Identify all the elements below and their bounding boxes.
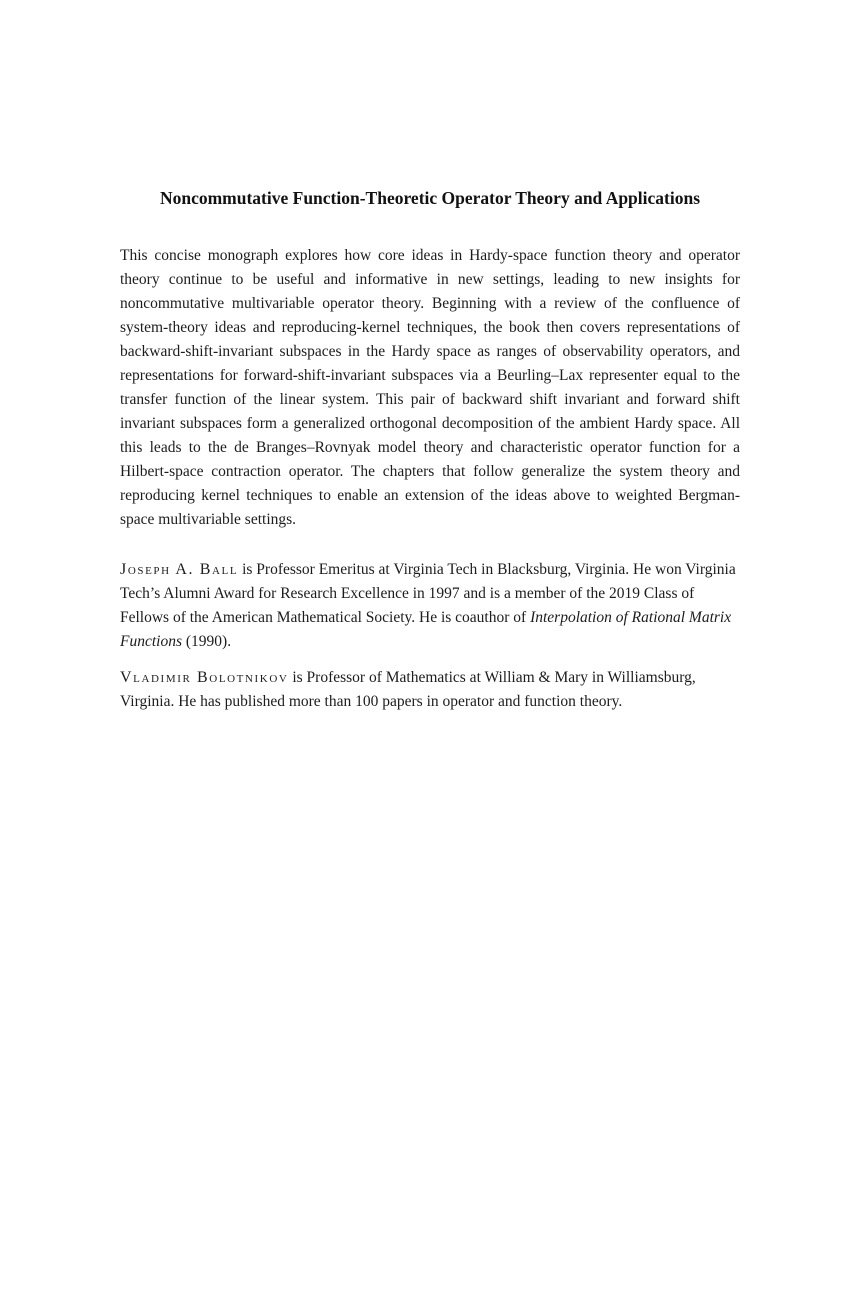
author-bio-ball: [120, 558, 740, 654]
author-name-ball: Joseph A. Ball: [120, 560, 239, 578]
author-bio-ball-text: is Professor Emeritus at Virginia Tech in Blacksburg, Virginia. He won Virginia Tech’s Alumni Award for Research Excellence in 1997 and is a member of the 2019 Class of Fellows of the American Mathematical Society. He is coauthor of: [120, 560, 736, 626]
author-bio-ball-text-end: (1990).: [182, 632, 232, 650]
author-bio-bolotnikov: [120, 666, 740, 714]
page-title: Noncommutative Function-Theoretic Operator Theory and Applications: [159, 188, 701, 208]
text-block: [120, 188, 740, 724]
book-reference-italic: Interpolation of Rational Matrix Functions: [120, 608, 732, 650]
description-paragraph: This concise monograph explores how core ideas in Hardy-space function theory and operator theory continue to be useful and informative in new settings, leading to new insights for noncommutative multivariable operator theory. Beginning with a review of the confluence of system-theory ideas and reproducing-kernel techniques, the book then covers representations of backward-shift-invariant subspaces in the Hardy space as ranges of observability operators, and representations for forward-shift-invariant subspaces via a Beurling–Lax representer equal to the transfer function of the linear system. This pair of backward shift invariant and forward shift invariant subspaces form a generalized orthogonal decomposition of the ambient Hardy space. All this leads to the de Branges–Rovnyak model theory and characteristic operator function for a Hilbert-space contraction operator. The chapters that follow generalize the system theory and reproducing kernel techniques to enable an extension of the ideas above to weighted Bergman-space multivariable settings.: [120, 246, 740, 528]
author-bio-bolotnikov-text: is Professor of Mathematics at William & Mary in Williamsburg, Virginia. He has published more than 100 papers in operator and function theory.: [120, 668, 696, 710]
author-name-bolotnikov: Vladimir Bolotnikov: [120, 668, 289, 686]
